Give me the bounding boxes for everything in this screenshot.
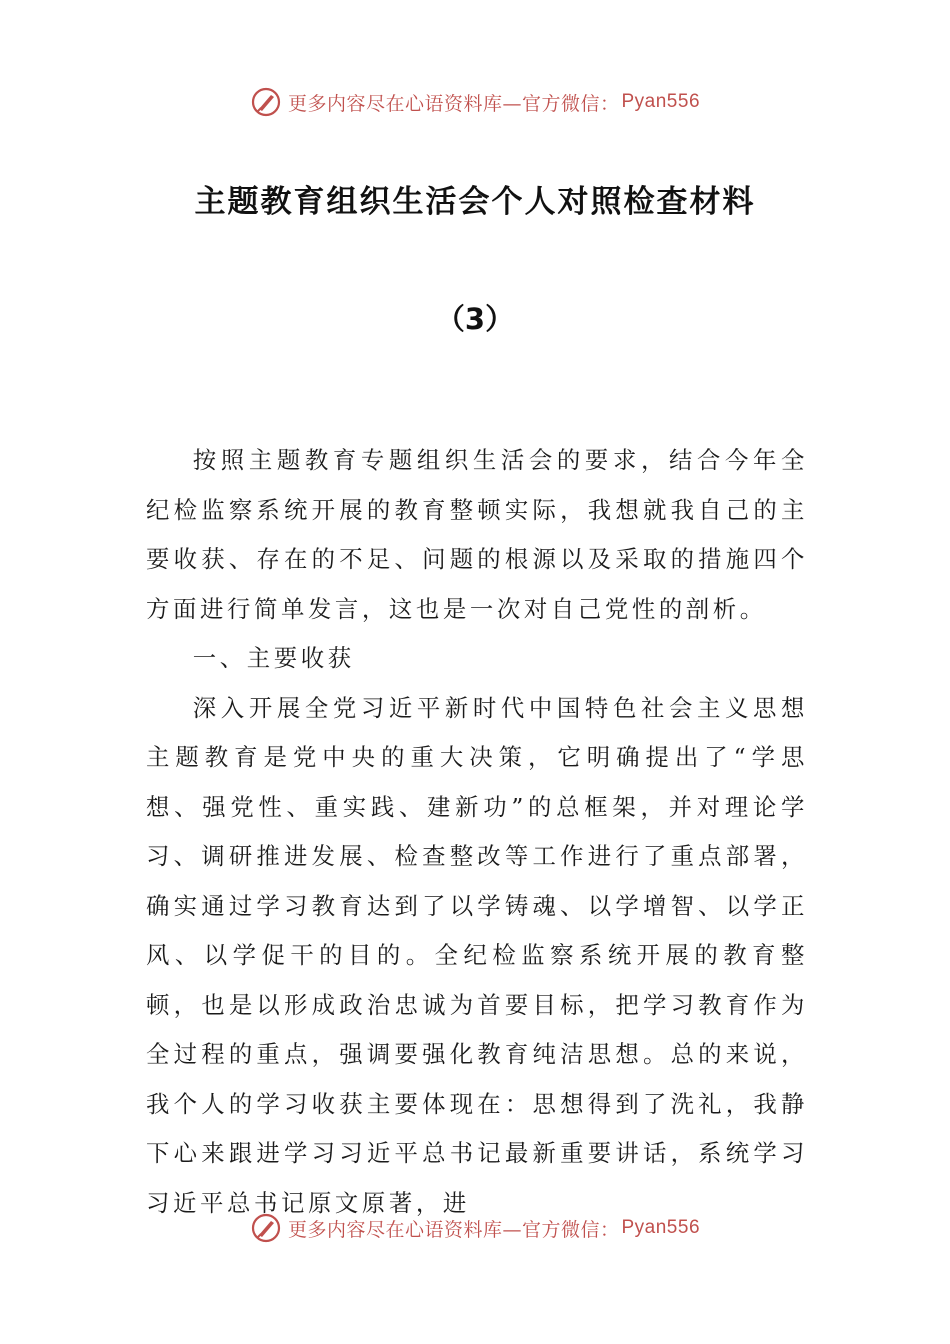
watermark-label: 更多内容尽在心语资料库—官方微信： (287, 1218, 620, 1241)
section-heading: 一、主要收获 (192, 644, 355, 672)
watermark-label: 更多内容尽在心语资料库—官方微信： (287, 92, 620, 115)
watermark-wechat-id: Pyan556 (621, 91, 701, 112)
quill-logo-icon (250, 1212, 282, 1244)
watermark-text (288, 89, 700, 116)
document-title: 主题教育组织生活会个人对照检查材料 (194, 184, 756, 220)
watermark-wechat-id: Pyan556 (621, 1217, 701, 1238)
watermark-footer (0, 1212, 950, 1244)
watermark-header (0, 86, 950, 118)
document-body (146, 436, 808, 1228)
watermark-text (288, 1215, 700, 1242)
section-paragraph: 深入开展全党习近平新时代中国特色社会主义思想主题教育是党中央的重大决策，它明确提出了“学思想、强党性、重实践、建新功”的总框架，并对理论学习、调研推进发展、检查整改等工作进行了重点部署，确实通过学习教育达到了以学铸魂、以学增智、以学正风、以学促干的目的。全纪检监察系统开展的教育整顿，也是以形成政治忠诚为首要目标，把学习教育作为全过程的重点，强调要强化教育纯洁思想。总的来说，我个人的学习收获主要体现在：思想得到了洗礼，我静下心来跟进学习习近平总书记最新重要讲话，系统学习习近平总书记原文原著，进 (146, 693, 808, 1217)
intro-paragraph: 按照主题教育专题组织生活会的要求，结合今年全纪检监察系统开展的教育整顿实际，我想就我自己的主要收获、存在的不足、问题的根源以及采取的措施四个方面进行简单发言，这也是一次对自己党性的剖析。 (146, 446, 808, 623)
quill-logo-icon (250, 86, 282, 118)
document-subtitle: （3） (435, 302, 515, 336)
